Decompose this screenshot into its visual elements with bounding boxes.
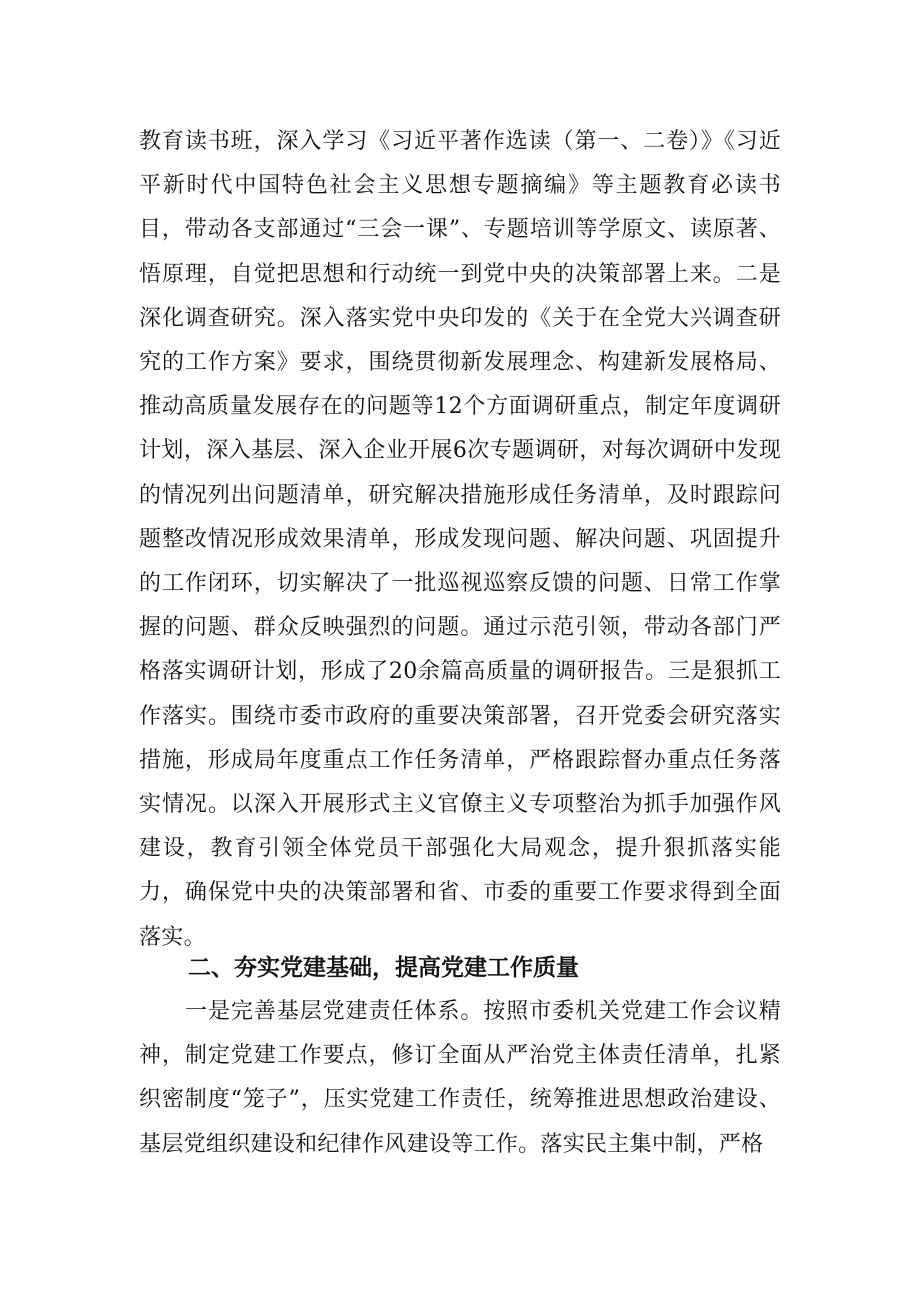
body-paragraph-section-2: 一是完善基层党建责任体系。按照市委机关党建工作会议精神，制定党建工作要点，修订全面从严治党主体责任清单，扎紧织密制度“笼子”，压实党建工作责任，统筹推进思想政治建设、基层党组织建设和纪律作风建设等工作。落实民主集中制，严格	[139, 999, 781, 1157]
section-heading-2: 二、夯实党建基础，提高党建工作质量	[188, 955, 579, 981]
body-paragraph-continuation: 教育读书班，深入学习《习近平著作选读（第一、二卷）》《习近平新时代中国特色社会主义思想专题摘编》等主题教育必读书目，带动各支部通过“三会一课”、专题培训等学原文、读原著、悟原理，自觉把思想和行动统一到党中央的决策部署上来。二是深化调查研究。深入落实党中央印发的《关于在全党大兴调查研究的工作方案》要求，围绕贯彻新发展理念、构建新发展格局、推动高质量发展存在的问题等12个方面调研重点，制定年度调研计划，深入基层、深入企业开展6次专题调研，对每次调研中发现的情况列出问题清单，研究解决措施形成任务清单，及时跟踪问题整改情况形成效果清单，形成发现问题、解决问题、巩固提升的工作闭环，切实解决了一批巡视巡察反馈的问题、日常工作掌握的问题、群众反映强烈的问题。通过示范引领，带动各部门严格落实调研计划，形成了20余篇高质量的调研报告。三是狠抓工作落实。围绕市委市政府的重要决策部署，召开党委会研究落实措施，形成局年度重点工作任务清单，严格跟踪督办重点任务落实情况。以深入开展形式主义官僚主义专项整治为抓手加强作风建设，教育引领全体党员干部强化大局观念，提升狠抓落实能力，确保党中央的决策部署和省、市委的重要工作要求得到全面落实。	[139, 129, 781, 950]
